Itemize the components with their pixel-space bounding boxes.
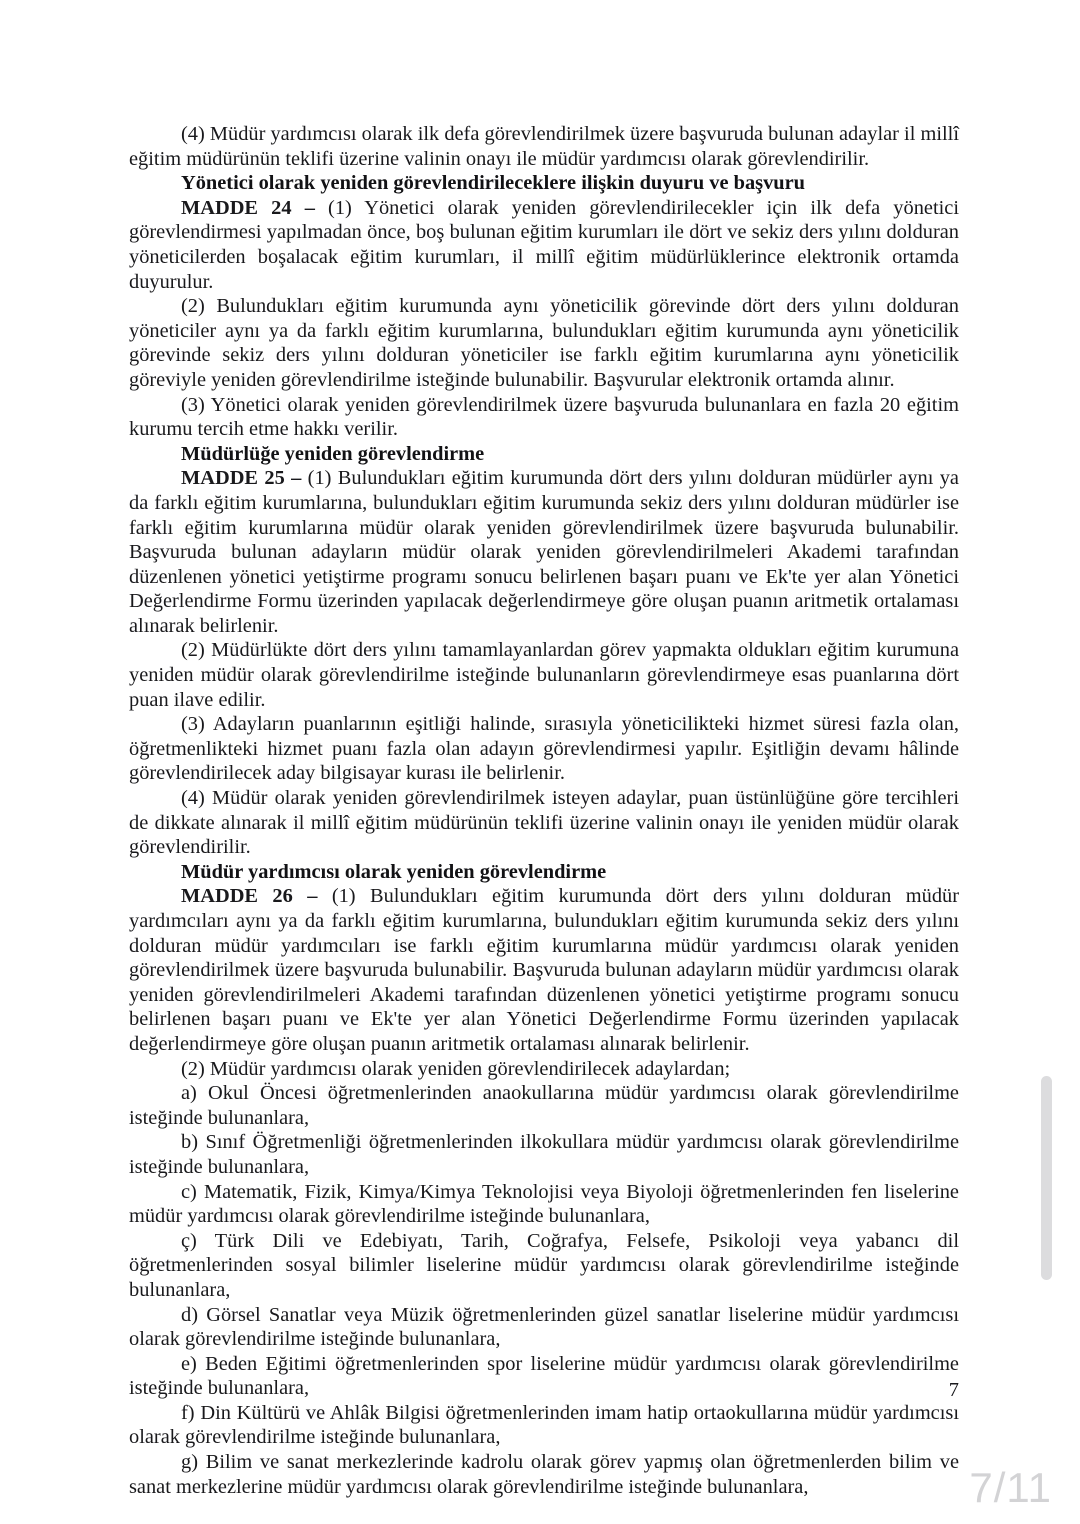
article-paragraph xyxy=(129,196,959,294)
body-paragraph: (2) Bulundukları eğitim kurumunda aynı yöneticilik görevinde dört ders yılını dolduran yöneticiler aynı ya da farklı eğitim kurumlarına, bulundukları eğitim kurumunda aynı yöneticilik görevinde sekiz ders yılını dolduran yöneticiler ise farklı eğitim kurumlarına aynı yöneticilik göreviyle yeniden görevlendirilme isteğinde bulunabilir. Başvurular elektronik ortamda alınır. xyxy=(129,295,959,391)
article-paragraph xyxy=(129,884,959,1056)
body-paragraph: a) Okul Öncesi öğretmenlerinden anaokullarına müdür yardımcısı olarak görevlendirilme isteğinde bulunanlara, xyxy=(129,1082,959,1129)
body-paragraph: b) Sınıf Öğretmenliği öğretmenlerinden ilkokullara müdür yardımcısı olarak görevlendirilme isteğinde bulunanlara, xyxy=(129,1131,959,1178)
body-paragraph: ç) Türk Dili ve Edebiyatı, Tarih, Coğrafya, Felsefe, Psikoloji veya yabancı dil öğretmenlerinden sosyal bilimler liselerine müdür yardımcısı olarak görevlendirilme isteğinde bulunanlara, xyxy=(129,1229,959,1301)
body-paragraph: (3) Yönetici olarak yeniden görevlendirilmek üzere başvuruda bulunanlara en fazla 20 eğitim kurumu tercih etme hakkı verilir. xyxy=(129,393,959,441)
vertical-scrollbar-thumb[interactable] xyxy=(1041,1076,1052,1280)
article-label: MADDE 26 – xyxy=(181,885,318,908)
section-heading: Yönetici olarak yeniden görevlendirileceklere ilişkin duyuru ve başvuru xyxy=(181,172,806,195)
article-label: MADDE 25 – xyxy=(181,467,302,490)
body-paragraph: (4) Müdür yardımcısı olarak ilk defa görevlendirilmek üzere başvuruda bulunan adaylar il millî eğitim müdürünün teklifi üzerine valinin onayı ile müdür yardımcısı olarak görevlendirilir. xyxy=(129,123,959,170)
vertical-scrollbar-track[interactable] xyxy=(1044,0,1058,1524)
body-paragraph: c) Matematik, Fizik, Kimya/Kimya Teknolojisi veya Biyoloji öğretmenlerinden fen liselerine müdür yardımcısı olarak görevlendirilme isteğinde bulunanlara, xyxy=(129,1180,959,1228)
body-paragraph: (2) Müdürlükte dört ders yılını tamamlayanlardan görev yapmakta oldukları eğitim kurumuna yeniden müdür olarak görevlendirilme isteğinde bulunanların görevlendirmeye esas puanlarına dört puan ilave edilir. xyxy=(129,639,959,711)
article-body: (1) Bulundukları eğitim kurumunda dört ders yılını dolduran müdür yardımcıları aynı ya da farklı eğitim kurumlarına, bulundukları eğitim kurumunda sekiz ders yılını dolduran müdür yardımcıları ise farklı eğitim kurumlarına müdür yardımcısı olarak yeniden görevlendirilmek üzere başvuruda bulunabilir. Başvuruda bulunan adayların müdür yardımcısı olarak yeniden görevlendirilmeleri Akademi tarafından düzenlenen yönetici yetiştirme programı sonucu belirlenen başarı puanı ve Ek'te yer alan Yönetici Değerlendirme Formu üzerinden yapılacak değerlendirmeye göre oluşan puanın aritmetik ortalaması alınarak belirlenir. xyxy=(129,885,959,1055)
document-text-body xyxy=(129,122,959,1499)
article-body: (1) Yönetici olarak yeniden görevlendirilecekler için ilk defa yönetici görevlendirmesi yapılmadan önce, boş bulunan eğitim kurumları ile dört ve sekiz ders yılını dolduran yöneticilerden boşalacak eğitim kurumları, il millî eğitim müdürlüklerince elektronik ortamda duyurulur. xyxy=(129,196,959,293)
article-paragraph xyxy=(129,466,959,638)
body-paragraph: (3) Adayların puanlarının eşitliği halinde, sırasıyla yöneticilikteki hizmet süresi fazla olan, öğretmenlikteki hizmet puanı fazla olan adayın görevlendirmesi yapılır. Eşitliğin devamı hâlinde görevlendirilecek aday bilgisayar kurası ile belirlenir. xyxy=(129,713,959,785)
section-heading: Müdür yardımcısı olarak yeniden görevlendirme xyxy=(181,860,607,883)
body-paragraph: d) Görsel Sanatlar veya Müzik öğretmenlerinden güzel sanatlar liselerine müdür yardımcısı olarak görevlendirilme isteğinde bulunanlara, xyxy=(129,1303,959,1351)
body-paragraph: e) Beden Eğitimi öğretmenlerinden spor liselerine müdür yardımcısı olarak görevlendirilme isteğinde bulunanlara, xyxy=(129,1352,959,1400)
body-paragraph: f) Din Kültürü ve Ahlâk Bilgisi öğretmenlerinden imam hatip ortaokullarına müdür yardımcısı olarak görevlendirilme isteğinde bulunanlara, xyxy=(129,1401,959,1449)
body-paragraph: (4) Müdür olarak yeniden görevlendirilmek isteyen adaylar, puan üstünlüğüne göre tercihleri de dikkate alınarak il millî eğitim müdürünün teklifi üzerine valinin onayı ile yeniden müdür olarak görevlendirilir. xyxy=(129,787,959,859)
article-label: MADDE 24 – xyxy=(181,196,315,219)
body-paragraph: (2) Müdür yardımcısı olarak yeniden görevlendirilecek adaylardan; xyxy=(181,1057,731,1080)
printed-page-number: 7 xyxy=(948,1379,959,1401)
article-body: (1) Bulundukları eğitim kurumunda dört ders yılını dolduran müdürler aynı ya da farklı eğitim kurumlarına, bulundukları eğitim kurumunda sekiz ders yılını dolduran müdürler ise farklı eğitim kurumlarına müdür olarak yeniden görevlendirilmek üzere başvuruda bulunabilir. Başvuruda bulunan adayların müdür olarak yeniden görevlendirilmeleri Akademi tarafından düzenlenen yönetici yetiştirme programı sonucu belirlenen başarı puanı ve Ek'te yer alan Yönetici Değerlendirme Formu üzerinden yapılacak değerlendirmeye göre oluşan puanın aritmetik ortalaması alınarak belirlenir. xyxy=(129,467,959,637)
body-paragraph: g) Bilim ve sanat merkezlerinde kadrolu olarak görev yapmış olan öğretmenlerden bilim ve sanat merkezlerine müdür yardımcısı olarak görevlendirilme isteğinde bulunanlara, xyxy=(129,1451,959,1498)
page-indicator-overlay: 7/11 xyxy=(969,1464,1052,1511)
section-heading: Müdürlüğe yeniden görevlendirme xyxy=(181,442,485,465)
